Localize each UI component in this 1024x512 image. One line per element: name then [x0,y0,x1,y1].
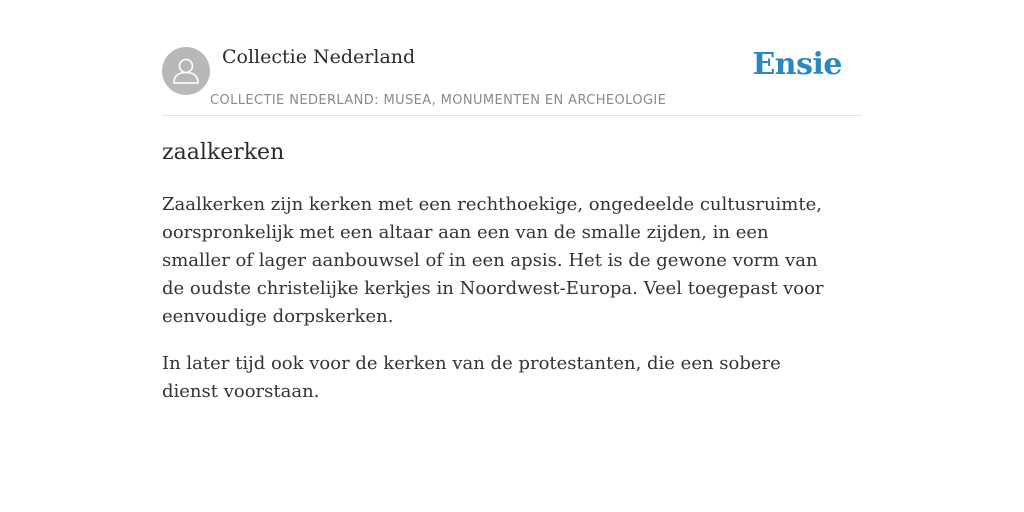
definition-paragraph: In later tijd ook voor de kerken van de protestanten, die een sobere dienst voorstaan. [162,353,781,402]
term-title: zaalkerken [162,140,285,165]
source-name[interactable]: Collectie Nederland [222,46,416,68]
user-placeholder-icon [162,47,210,95]
source-header [162,0,862,116]
source-subtitle: COLLECTIE NEDERLAND: MUSEA, MONUMENTEN EN ARCHEOLOGIE [210,93,667,108]
definition-body [162,191,842,425]
definition-page [162,0,862,402]
avatar[interactable] [162,47,210,95]
definition-paragraph: Zaalkerken zijn kerken met een rechthoekige, ongedeelde cultusruimte, oorspronkelijk met een altaar aan een van de smalle zijden, in een smaller of lager aanbouwsel of in een apsis. Het is de gewone vorm van de oudste christelijke kerkjes in Noordwest-Europa. Veel toegepast voor eenvoudige dorpskerken. [162,194,824,327]
ensie-logo[interactable]: Ensie [752,47,842,82]
